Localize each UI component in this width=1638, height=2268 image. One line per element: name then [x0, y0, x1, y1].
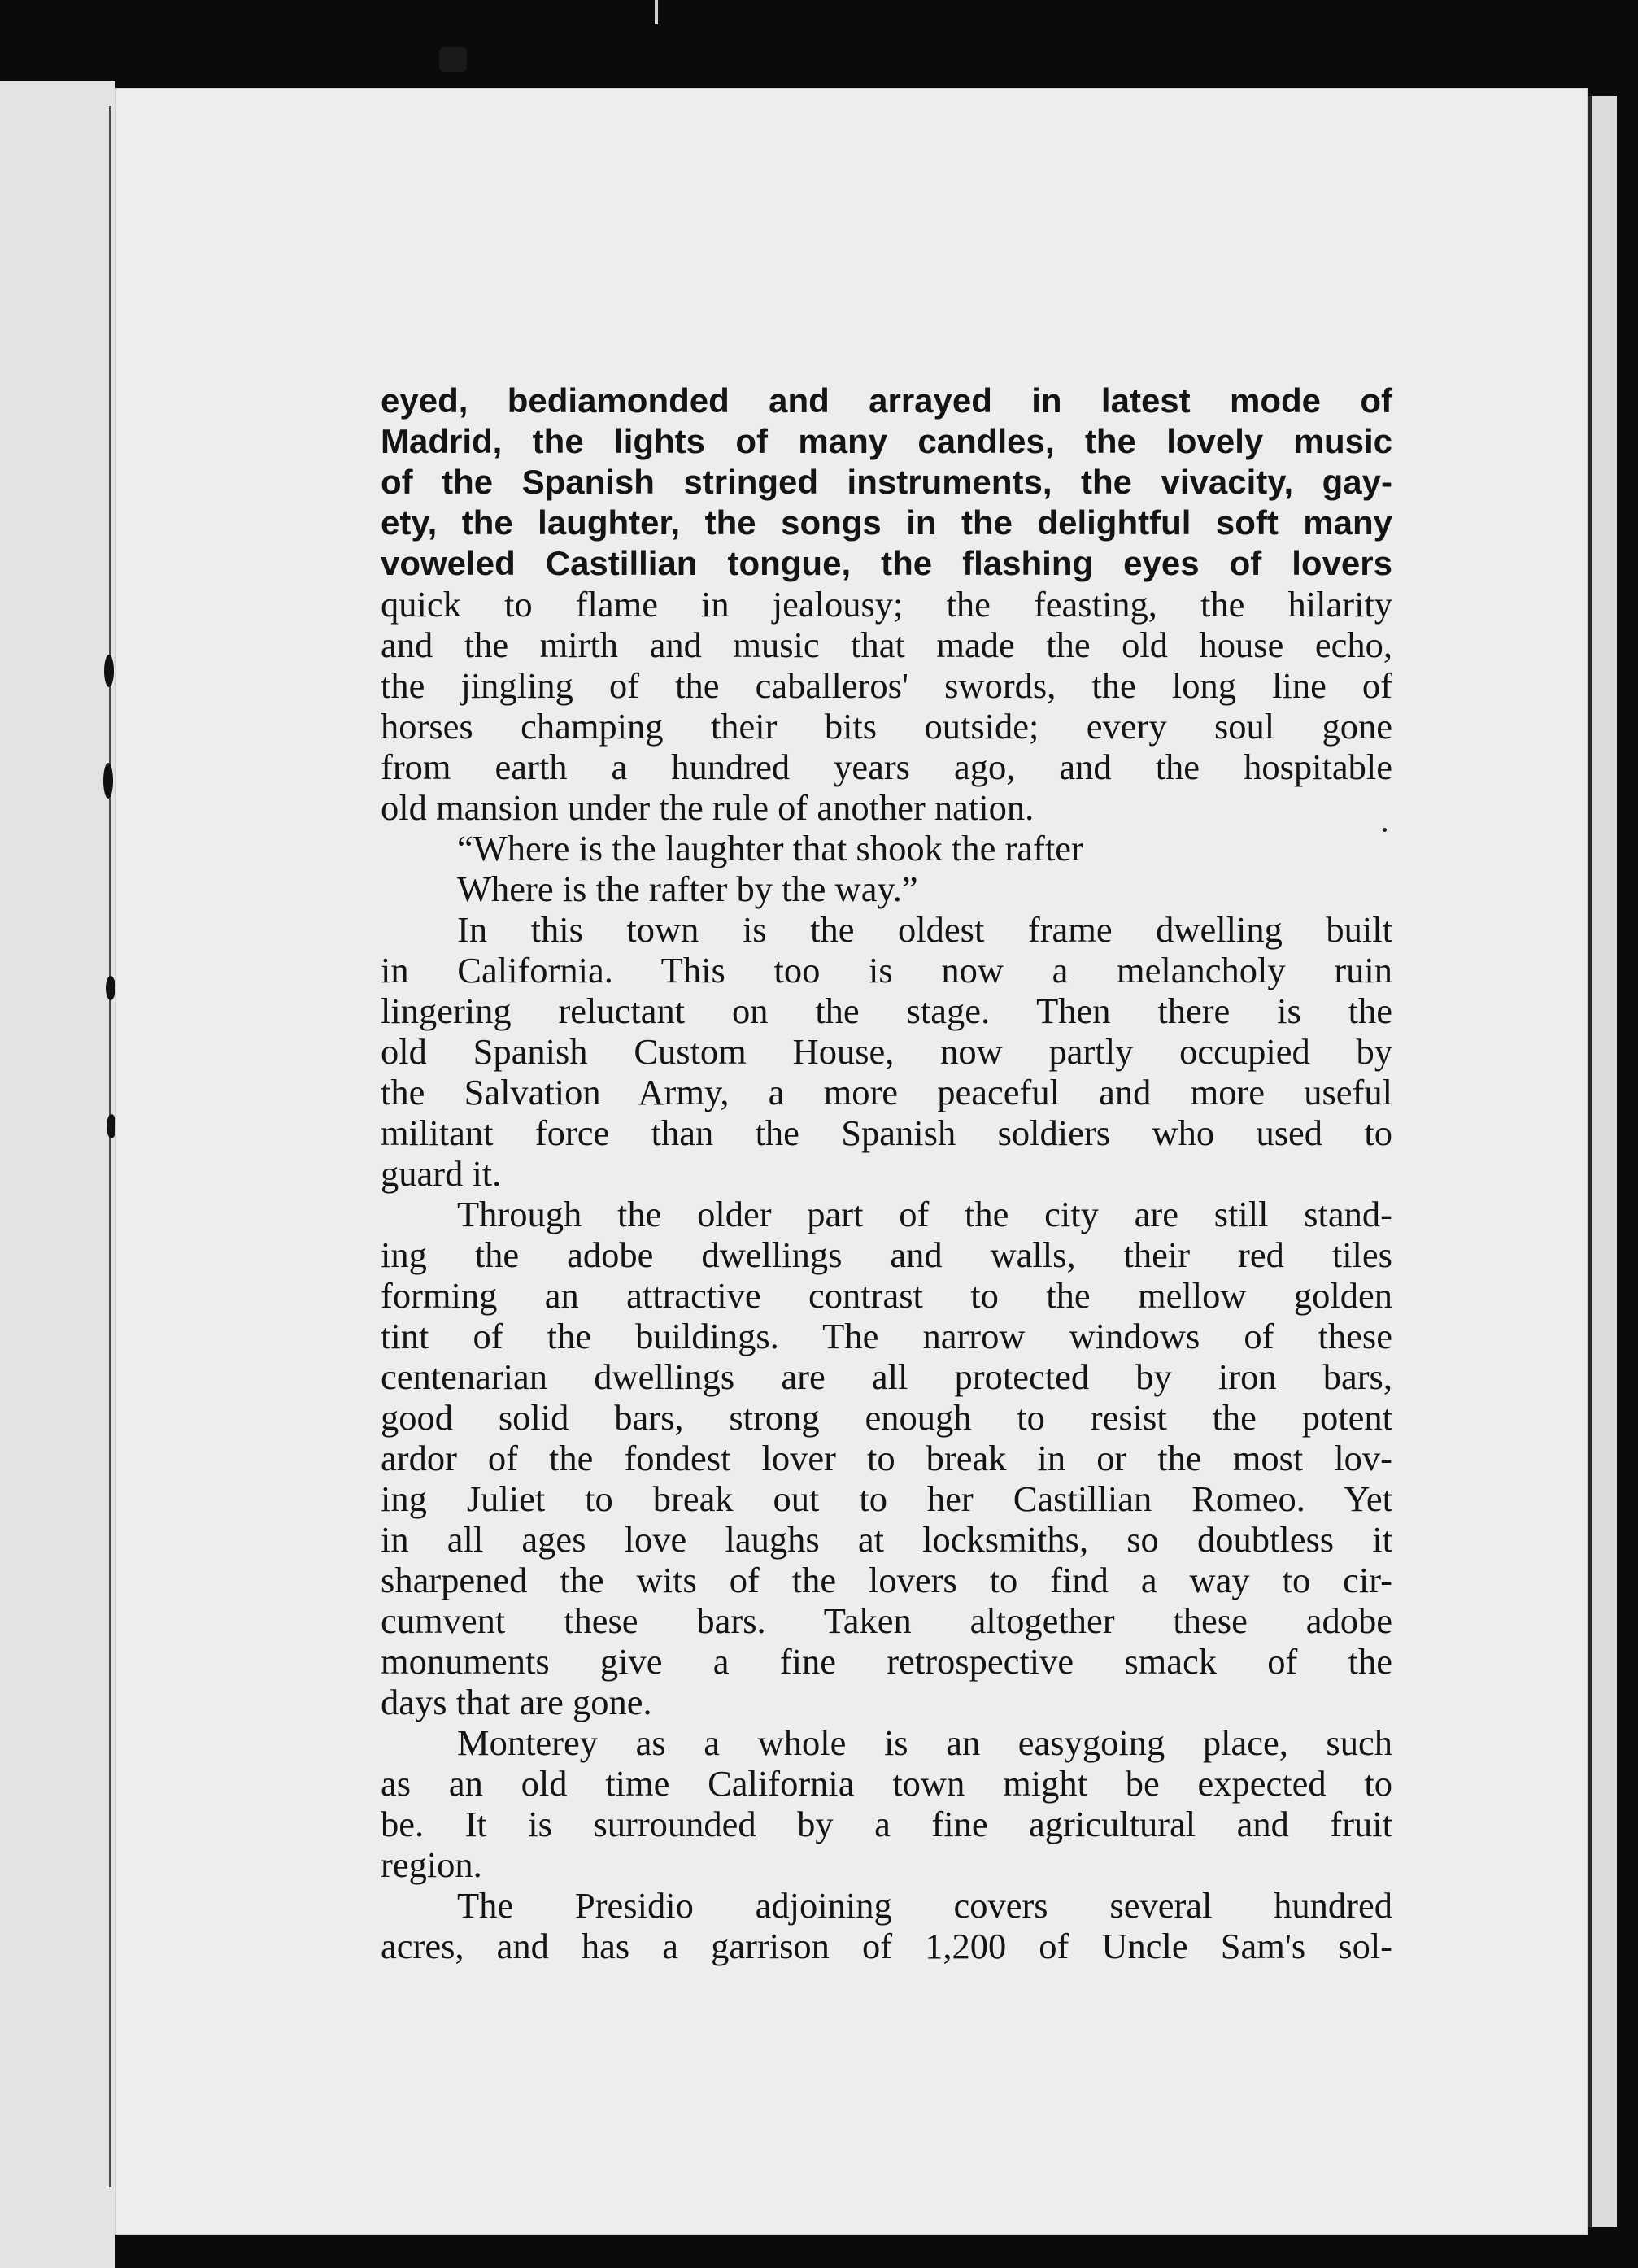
- body-text: [381, 381, 1392, 1966]
- text-line: be. It is surrounded by a fine agricultural and fruit: [381, 1804, 1392, 1844]
- text-line: forming an attractive contrast to the mellow golden: [381, 1275, 1392, 1316]
- text-line: in California. This too is now a melancholy ruin: [381, 950, 1392, 990]
- text-line: days that are gone.: [381, 1682, 652, 1722]
- text-line: region.: [381, 1844, 482, 1885]
- text-line: as an old time California town might be expected to: [381, 1763, 1392, 1804]
- text-line: of the Spanish stringed instruments, the vivacity, gay-: [381, 463, 1392, 501]
- text-line: ety, the laughter, the songs in the delightful soft many: [381, 503, 1392, 542]
- text-line: Madrid, the lights of many candles, the lovely music: [381, 422, 1392, 460]
- text-line: quick to flame in jealousy; the feasting, the hilarity: [381, 584, 1392, 625]
- text-line: old mansion under the rule of another nation.: [381, 787, 1035, 828]
- text-line: from earth a hundred years ago, and the hospitable: [381, 747, 1392, 787]
- scan-speck: [655, 0, 658, 24]
- text-line: centenarian dwellings are all protected by iron bars,: [381, 1356, 1392, 1397]
- binding-mark: [104, 655, 114, 687]
- binding-gutter-line: [109, 106, 111, 2187]
- quote-line: Where is the rafter by the way.”: [457, 868, 918, 909]
- text-line: voweled Castillian tongue, the flashing eyes of lovers: [381, 544, 1392, 582]
- text-line: monuments give a fine retrospective smack of the: [381, 1641, 1392, 1682]
- paragraph-start-line: In this town is the oldest frame dwelling built: [457, 909, 1392, 950]
- text-line: lingering reluctant on the stage. Then there is the: [381, 990, 1392, 1031]
- text-line: ing the adobe dwellings and walls, their red tiles: [381, 1234, 1392, 1275]
- binding-mark: [106, 976, 115, 1000]
- text-line: the jingling of the caballeros' swords, the long line of: [381, 665, 1392, 706]
- text-line: sharpened the wits of the lovers to find a way to cir-: [381, 1560, 1392, 1600]
- facing-page-edge: [0, 81, 115, 2268]
- paragraph-start-line: Through the older part of the city are still stand-: [457, 1194, 1392, 1234]
- text-line: ardor of the fondest lover to break in or the most lov-: [381, 1438, 1392, 1478]
- text-line: good solid bars, strong enough to resist the potent: [381, 1397, 1392, 1438]
- text-line: in all ages love laughs at locksmiths, so doubtless it: [381, 1519, 1392, 1560]
- text-line: cumvent these bars. Taken altogether these adobe: [381, 1600, 1392, 1641]
- text-line: tint of the buildings. The narrow windows of these: [381, 1316, 1392, 1356]
- text-line: militant force than the Spanish soldiers who used to: [381, 1112, 1392, 1153]
- scan-speck: [439, 47, 467, 72]
- page-right-edge: [1588, 96, 1617, 2227]
- text-line: eyed, bediamonded and arrayed in latest mode of: [381, 381, 1392, 420]
- binding-mark: [103, 763, 113, 799]
- paragraph-start-line: Monterey as a whole is an easygoing place, such: [457, 1722, 1392, 1763]
- text-line: and the mirth and music that made the old house echo,: [381, 625, 1392, 665]
- text-line: guard it.: [381, 1153, 502, 1194]
- quote-line: “Where is the laughter that shook the rafter: [457, 828, 1083, 868]
- paragraph-start-line: The Presidio adjoining covers several hundred: [457, 1885, 1392, 1926]
- text-line: ing Juliet to break out to her Castillian Romeo. Yet: [381, 1478, 1392, 1519]
- text-line: acres, and has a garrison of 1,200 of Uncle Sam's sol-: [381, 1926, 1392, 1966]
- text-line: horses champing their bits outside; every soul gone: [381, 706, 1392, 747]
- text-line: old Spanish Custom House, now partly occupied by: [381, 1031, 1392, 1072]
- text-line: the Salvation Army, a more peaceful and more useful: [381, 1072, 1392, 1112]
